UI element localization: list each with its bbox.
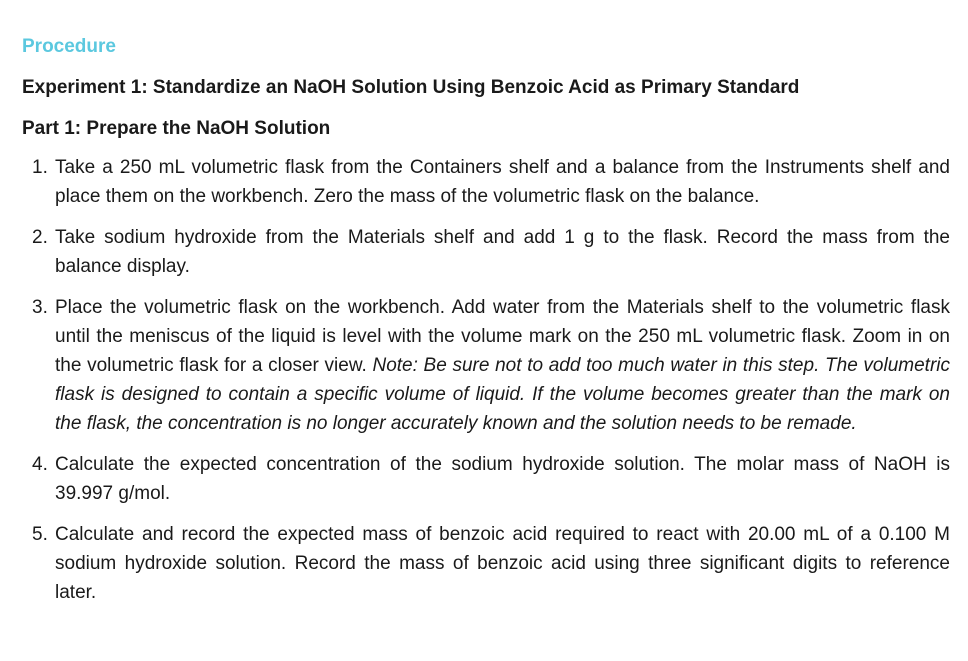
step-text: Place the volumetric flask on the workbench. Add water from the Materials shelf to the volumetric flask until the meniscus of the liquid is level with the volume mark on the 250 mL volumetric flask. Zoom in on the volumetric flask for a closer view. xyxy=(55,297,950,376)
step-text: Calculate the expected concentration of the sodium hydroxide solution. The molar mass of NaOH is 39.997 g/mol. xyxy=(55,454,950,504)
step-text: Take a 250 mL volumetric flask from the Containers shelf and a balance from the Instruments shelf and place them on the workbench. Zero the mass of the volumetric flask on the balance. xyxy=(55,157,950,207)
step-number: 4. xyxy=(32,454,48,475)
step-text: Take sodium hydroxide from the Materials shelf and add 1 g to the flask. Record the mass from the balance display. xyxy=(55,227,950,277)
experiment-title: Experiment 1: Standardize an NaOH Solution Using Benzoic Acid as Primary Standard xyxy=(22,77,800,98)
step-note: Note: Be sure not to add too much water in this step. The volumetric flask is designed to contain a specific volume of liquid. If the volume becomes greater than the mark on the flask, the concentration is no longer accurately known and the solution needs to be remade. xyxy=(55,355,951,434)
part-title: Part 1: Prepare the NaOH Solution xyxy=(22,118,331,139)
procedure-heading: Procedure xyxy=(22,36,116,57)
procedure-step xyxy=(22,223,950,281)
procedure-step xyxy=(22,293,950,438)
procedure-step xyxy=(22,450,950,508)
step-number: 1. xyxy=(32,157,48,178)
step-number: 3. xyxy=(32,297,48,318)
procedure-step xyxy=(22,153,950,211)
step-text: Calculate and record the expected mass of benzoic acid required to react with 20.00 mL of a 0.100 M sodium hydroxide solution. Record the mass of benzoic acid using three significant digits to reference later. xyxy=(55,524,950,603)
step-number: 2. xyxy=(32,227,48,248)
procedure-step xyxy=(22,520,950,607)
procedure-steps-list xyxy=(22,153,950,607)
step-number: 5. xyxy=(32,524,48,545)
